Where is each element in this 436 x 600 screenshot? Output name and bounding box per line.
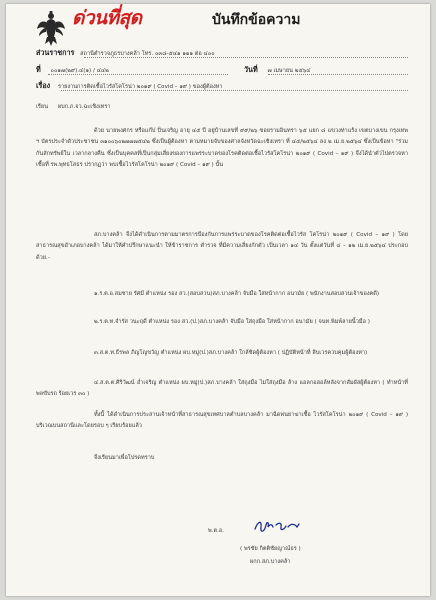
handwritten-signature xyxy=(252,515,302,539)
staff-item-1: ๑.ร.ต.อ.สมชาย รัศมี ตำแหน่ง รอง สว.(สอบสวน)สภ.บางคล้า จับมือ ใส่หน้ากาก อนามัย ( พนักงานสอบสวนเจ้าของคดี) xyxy=(94,291,380,297)
subject-label: เรื่อง xyxy=(36,81,51,90)
date-label: วันที่ xyxy=(244,65,258,74)
staff-item-4: ๔.ส.ต.ต.ศิริวัฒน์ อ่ำเจริญ ตำแหน่ง ผบ.หมู่(ป.)สภ.บางคล้า ใส่ถุงมือ ไม่ใส่ถุงมือ ล้าง แอลกอฮอล์หลังจากสัมผัสผู้ต้องหา ( ทำหน้าที่พลขับรถ ร้อยเวร ๓๐ ) xyxy=(36,380,408,398)
staff-item-3: ๓.ส.ต.ท.ธีรพล ภิญโญขวัญ ตำแหน่ง ผบ.หมู่(ป.)สภ.บางคล้า ใกล้ชิดผู้ต้องหา ( ปฏิบัติหน้าที่ สิบเวรควบคุมผู้ต้องหา) xyxy=(94,350,368,356)
body-paragraph-1: ด้วย นายพงศกร หรือแก๊ป ปิ่นเจริญ อายุ ๔๕ ปี อยู่บ้านเลขที่ ๙๙/๒๖ ซอยรามอินทรา ๖๕ แยก ๘ แขวงท่าแร้ง เขตบางเขน กรุงเทพ ฯ บัตรประจำตัวประชาชน ๓๑๐๐๖๐๒๗๗๗๕๔๒ ซึ่งเป็นผู้ต้องหา ตามหมายจับของศาลจังหวัดฉะเชิงเทรา ที่ ๔๕/๒๕๖๔ ลง ๒ เม.ย.๒๕๖๔ ซึ่งเป็นข้อหา "ร่วมกันลักทรัพย์ใน เวลากลางคืน ซึ่งเป็นบุคคลที่เป็นกลุ่มเสี่ยงของการแพร่ระบาดของโรคติดต่อเชื้อไวรัสโคโรน่า ๒๐๑๙ ( Covid – ๑๙ ) จึงได้นำตัวไปตรวจหาเชื้อที่ รพ.พุทธโสธร ปรากฏว่า พบเชื้อไวรัสโคโรน่า ๒๐๑๙ ( Covid – ๑๙ ) นั้น xyxy=(36,128,408,169)
reference-label: ที่ xyxy=(36,65,41,74)
reference-value: ๐๐๑๗(๒๙).๔(๑) / ๔๔๒ xyxy=(50,68,109,74)
salutation-value: ผบก.ภ.จว.ฉะเชิงเทรา xyxy=(57,104,111,110)
signature-position: ผกก.สภ.บางคล้า xyxy=(250,559,291,565)
garuda-emblem-icon xyxy=(36,10,66,50)
date-dotted-line xyxy=(268,74,408,75)
memo-page xyxy=(6,4,430,596)
subject-value: รายงานการติดเชื้อไวรัสโคโรน่า ๒๐๑๙ ( Covid – ๑๙ ) ของผู้ต้องหา xyxy=(57,84,223,90)
signature-name: ( พรชัย กิตติชัยญาณ์ธร ) xyxy=(240,546,301,552)
staff-item-2: ๒.ร.ต.ท.จำรัส วนะฤดี ตำแหน่ง รอง สว.(ป.)สภ.บางคล้า จับมือ ใส่ถุงมือ ใส่หน้ากาก อนามัย ( จนท.พิมพ์ลายนิ้วมือ ) xyxy=(94,319,370,325)
subject-dotted-line xyxy=(61,90,408,91)
body-paragraph-2: สภ.บางคล้า จึงได้ดำเนินการตามมาตรการป้องกันการแพร่ระบาดของโรคติดต่อเชื้อไวรัส โคโรน่า ๒๐๑๙ ( Covid – ๑๙ ) โดยสาธารณสุขอำเภอบางคล้า ได้มาให้คำปรึกษาแนะนำ ให้ข้าราชการ ตำรวจ ที่มีความเสี่ยงกักตัว เป็นเวลา ๑๔ วัน ตั้งแต่วันที่ ๔ – ๑๒ เม.ย.๒๕๖๔ ประกอบด้วย.- xyxy=(36,232,408,261)
salutation-label: เรียน xyxy=(36,104,49,110)
closing-line: จึงเรียนมาเพื่อโปรดทราบ xyxy=(94,455,155,461)
agency-dotted-line xyxy=(84,57,408,58)
reference-dotted-line xyxy=(48,74,228,75)
agency-value: สถานีตำรวจภูธรบางคล้า โทร. ๐๓๘-๕๔๑ ๑๑๑ ต่อ ๔๐๐ xyxy=(80,51,215,57)
memo-title: บันทึกข้อความ xyxy=(212,12,301,28)
body-paragraph-final: ทั้งนี้ ได้ดำเนินการประสานเจ้าหน้าที่สาธารณสุขเทศบาลตำบลบางคล้า มาฉีดพ่นยาฆ่าเชื้อ ไวรัสโคโรน่า ๒๐๑๙ ( Covid – ๑๙ ) บริเวณบนสถานีและโดยรอบ ๆ เรียบร้อยแล้ว xyxy=(36,412,408,430)
urgency-stamp: ด่วนที่สุด xyxy=(72,7,142,29)
date-value: ๗ เมษายน ๒๕๖๔ xyxy=(267,68,311,74)
agency-label: ส่วนราชการ xyxy=(36,48,75,57)
salutation-row xyxy=(36,104,110,111)
signature-rank: พ.ต.อ. xyxy=(208,528,225,534)
